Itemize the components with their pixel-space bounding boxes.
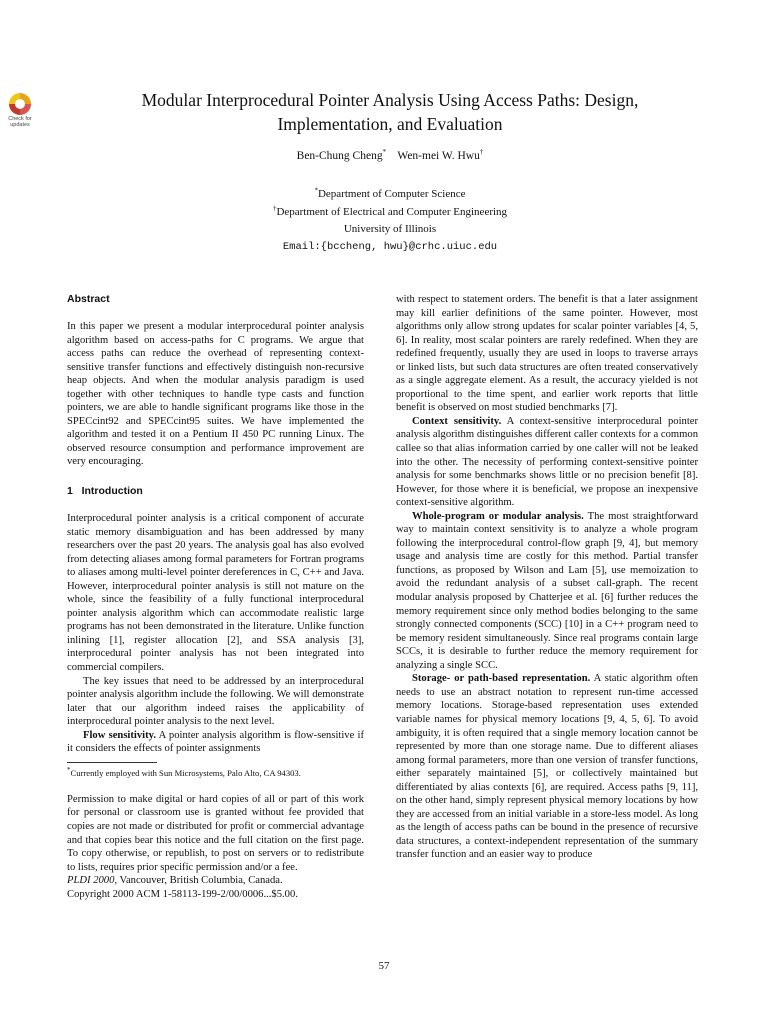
- paragraph: Whole-program or modular analysis. The most straightforward way to maintain context sensitivity is to analyze a whole program following the interprocedural control-flow graph [9, 4], but memory usage and analysis time are costly for this method. Partial transfer functions, as proposed by Wilson and Lam [5], use memoization to avoid the redundant analysis of a subset call-graph. The recent modular analysis proposed by Chatterjee et al. [6] further reduces the memory requirement since only method bodies belonging to the same strongly connected components (SCC) [10] in a C++ program need to be memory resident simultaneously. Since real programs contain large SCCs, it is desirable to further reduce the memory requirement for analyzing a single SCC.: [396, 510, 698, 671]
- footnote: *Currently employed with Sun Microsystems, Palo Alto, CA 94303.: [67, 766, 301, 778]
- badge-label: Check for updates: [8, 116, 32, 128]
- footnote-rule: [67, 762, 157, 763]
- run-in-heading: Storage- or path-based representation.: [412, 673, 591, 685]
- copyright-line: Copyright 2000 ACM 1-58113-199-2/00/0006...$5.00.: [67, 888, 298, 900]
- affiliations: *Department of Computer Science †Department of Electrical and Computer Engineering University of Illinois Email:{bccheng, hwu}@crhc.uiuc.edu: [90, 186, 690, 256]
- run-in-heading: Flow sensitivity.: [83, 729, 156, 741]
- permission-notice: Permission to make digital or hard copies of all or part of this work for personal or classroom use is granted without fee provided that copies are not made or distributed for profit or commercial advantage and that copies bear this notice and the full citation on the first page. To copy otherwise, or republish, to post on servers or to redistribute to lists, requires prior specific permission and/or a fee. PLDI 2000, Vancouver, British Columbia, Canada. Copyright 2000 ACM 1-58113-199-2/00/0006...$5.00.: [67, 793, 364, 900]
- author-name: Ben-Chung Cheng: [296, 150, 383, 162]
- author-email: Email:{bccheng, hwu}@crhc.uiuc.edu: [282, 240, 498, 253]
- abstract-heading: Abstract: [67, 293, 110, 305]
- paragraph: with respect to statement orders. The benefit is that a later assignment may kill earlier definitions of the same pointer. However, most algorithms only allow strong updates for scalar pointer variables [4, 5, 6]. In reality, most scalar pointers are rarely redefined. When they are redefined frequently, usually they are used in loops to traverse arrays or linked lists, but such data structures are often treated conservatively as a single aggregate element. As a result, the accuracy yielded is not proportional to the time spent, and earlier work reports that little benefit is observed on most studied benchmarks [7].: [396, 294, 698, 414]
- paragraph: Flow sensitivity. A pointer analysis algorithm is flow-sensitive if it considers the effects of pointer assignments: [67, 729, 364, 755]
- check-for-updates-badge[interactable]: [6, 93, 34, 128]
- left-column: [67, 293, 364, 901]
- abstract-text: In this paper we present a modular interprocedural pointer analysis algorithm based on access-paths for C programs. We argue that access paths can reduce the overhead of representing context-sensitive transfer functions and effectively distinguish non-recursive heap objects. And when the modular analysis paradigm is used together with other techniques to handle type casts and function pointers, we are able to handle significant programs like those in the SPECcint92 and SPECcint95 suites. We have implemented the algorithm and tested it on a Pentium II 450 PC running Linux. The observed resource consumption and performance improvement are very encouraging.: [67, 321, 364, 468]
- paper-title: Modular Interprocedural Pointer Analysis Using Access Paths: Design, Implementation, and Evaluation: [141, 90, 639, 134]
- paragraph: Storage- or path-based representation. A static algorithm often needs to use an abstract notation to represent run-time accessed memory locations. Storage-based representation uses extended variable names for physical memory locations [9, 4, 5, 6]. To avoid ambiguity, it is often required that a single memory location cannot be represented by more than one storage name. Due to different aliases among formal parameters, more than one version of transfer functions, either separately maintained [5], or collectively maintained but differentiated by alias contexts [6], are required. Access paths [9, 11], on the other hand, simply represent physical memory locations by how they are accessed from an initial variable in a store-less model. As long as the length of access paths can be bound in the presence of recursive data structures, a context-independent representation of the summary transfer function and an easier way to produce: [396, 673, 698, 861]
- author-name: Wen-mei W. Hwu: [397, 150, 480, 162]
- paragraph: Interprocedural pointer analysis is a critical component of accurate static memory disambiguation and has been addressed by many researchers over the past 20 years. The analysis goal has also evolved from detecting aliases among formal parameters for Fortran programs to aliases among multi-level pointer dereferences in C, C++ and Java. However, interprocedural pointer analysis is still not mature on the whole, since the feasibility of a fully functional interprocedural pointer analysis algorithm which can accommodate realistic large programs has not been demonstrated in the literature. Unlike function inlining [1], register allocation [2], and SSA analysis [3], interprocedural pointer analysis has not been integrated into commercial compilers.: [67, 513, 364, 674]
- paragraph: The key issues that need to be addressed by an interprocedural pointer analysis algorithm include the following. We will demonstrate later that our algorithm indeed raises the applicability of interprocedural pointer analysis to the next level.: [67, 675, 364, 728]
- paragraph: Context sensitivity. A context-sensitive interprocedural pointer analysis algorithm distinguishes different caller contexts for a common callee so that alias information carried by one caller will not be leaked into the other. The necessity of performing context-sensitive pointer analysis for some benchmarks shows little or no precision benefit [8]. However, for those where it is beneficial, we propose an inexpensive context-sensitive algorithm.: [396, 415, 698, 509]
- section-heading: 1 Introduction: [67, 485, 143, 498]
- run-in-heading: Context sensitivity.: [412, 415, 502, 427]
- run-in-heading: Whole-program or modular analysis.: [412, 510, 584, 522]
- author-list: Ben-Chung Cheng* Wen-mei W. Hwu†: [296, 148, 484, 162]
- right-column: [396, 293, 698, 862]
- check-for-updates-icon: [9, 93, 31, 115]
- page-number: 57: [378, 960, 390, 972]
